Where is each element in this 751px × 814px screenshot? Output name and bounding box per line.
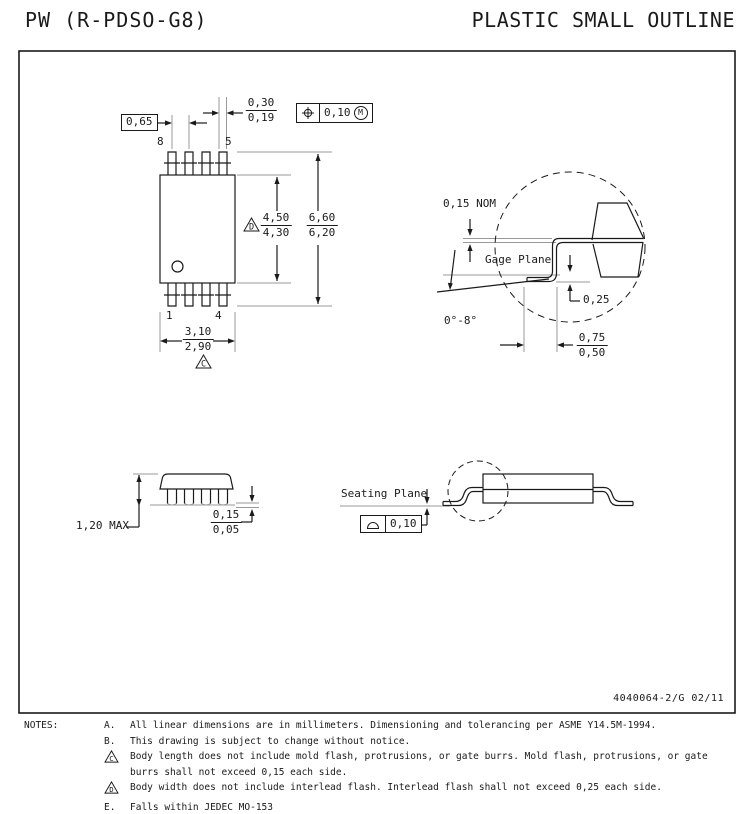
note-flag-c-marker-icon [104,749,130,769]
package-code-title: PW (R-PDSO-G8) [25,8,208,32]
seating-flatness-value: 0,10 [385,516,421,532]
detail-body-lower [593,242,643,277]
seating-view-body [483,474,593,503]
note-marker-a: A. [104,720,116,731]
standoff-min: 0,05 [212,523,240,536]
seating-plane-symbol-icon [361,516,385,532]
pin-label-4: 4 [215,309,222,322]
mmc-icon: M [354,106,368,120]
note-marker-b: B. [104,735,116,747]
body-width-dimension [183,326,214,353]
note-row-e [24,800,736,814]
detail-body-upper [592,203,644,240]
drawing-border [19,51,735,713]
gage-plane-label: Gage Plane [485,253,552,266]
overall-width-dimension [307,212,338,239]
foot-angle-label: 0°-8° [444,314,478,327]
notes-title: NOTES: [24,720,59,731]
position-tolerance-icon [297,104,319,122]
note-flag-c-icon [195,354,212,373]
svg-text:C: C [200,359,207,369]
position-tolerance-frame [296,103,373,123]
note-text-d: Body width does not include interlead flash. Interlead flash shall not exceed 0,25 each side. [130,782,662,794]
note-text-b: This drawing is subject to change without notice. [130,735,411,747]
seating-plane-label: Seating Plane [341,487,428,500]
body-width-min: 2,90 [184,340,212,353]
note-row-c [24,749,736,780]
package-type-title: PLASTIC SMALL OUTLINE [471,8,735,32]
note-flag-d-icon [243,217,260,236]
standoff-max: 0,15 [212,508,240,521]
foot-length-dimension [577,332,608,359]
body-length-min: 4,30 [262,226,290,239]
notes-section [24,718,736,814]
pin-label-5: 5 [225,135,232,148]
note-row-d [24,780,736,800]
note-text-a: All linear dimensions are in millimeters. Dimensioning and tolerancing per ASME Y14.5M-1994. [130,720,657,731]
body-length-max: 4,50 [262,211,290,224]
lead-width-dimension [246,97,277,124]
foot-length-max: 0,75 [578,331,606,344]
svg-text:D: D [109,785,114,795]
note-flag-d-marker-icon [104,780,130,800]
position-tolerance-value: 0,10 [324,106,351,119]
gage-offset-label: 0,25 [583,293,610,306]
lead-width-min: 0,19 [247,111,275,124]
pin-label-8: 8 [157,135,164,148]
svg-text:C: C [109,754,114,764]
document-number: 4040064-2/G 02/11 [613,693,724,704]
foot-length-min: 0,50 [578,346,606,359]
plan-view-body [160,175,235,283]
note-row-b [24,734,736,750]
seating-right-lead [593,488,633,502]
pin-label-1: 1 [166,309,173,322]
pin1-indicator [172,261,183,272]
note-text-e: Falls within JEDEC MO-153 [130,801,273,813]
pitch-dimension [121,114,158,131]
max-height-label: 1,20 MAX [76,519,129,532]
lead-thickness-label: 0,15 NOM [443,197,496,210]
overall-width-min: 6,20 [308,226,336,239]
body-width-max: 3,10 [184,325,212,338]
part-geometry [126,113,645,527]
note-marker-e: E. [104,801,116,813]
note-row-a [24,718,736,734]
overall-width-max: 6,60 [308,211,336,224]
seating-flatness-frame [360,515,422,533]
standoff-dimension [211,509,242,536]
body-length-dimension [261,212,292,239]
side-view-body [160,474,233,489]
svg-text:D: D [248,222,255,232]
pitch-value: 0,65 [126,115,153,128]
note-text-c: Body length does not include mold flash, protrusions, or gate burrs. Mold flash, protrusions, or gate burrs shall not exceed 0,15 each side. [130,751,708,778]
lead-width-max: 0,30 [247,96,275,109]
